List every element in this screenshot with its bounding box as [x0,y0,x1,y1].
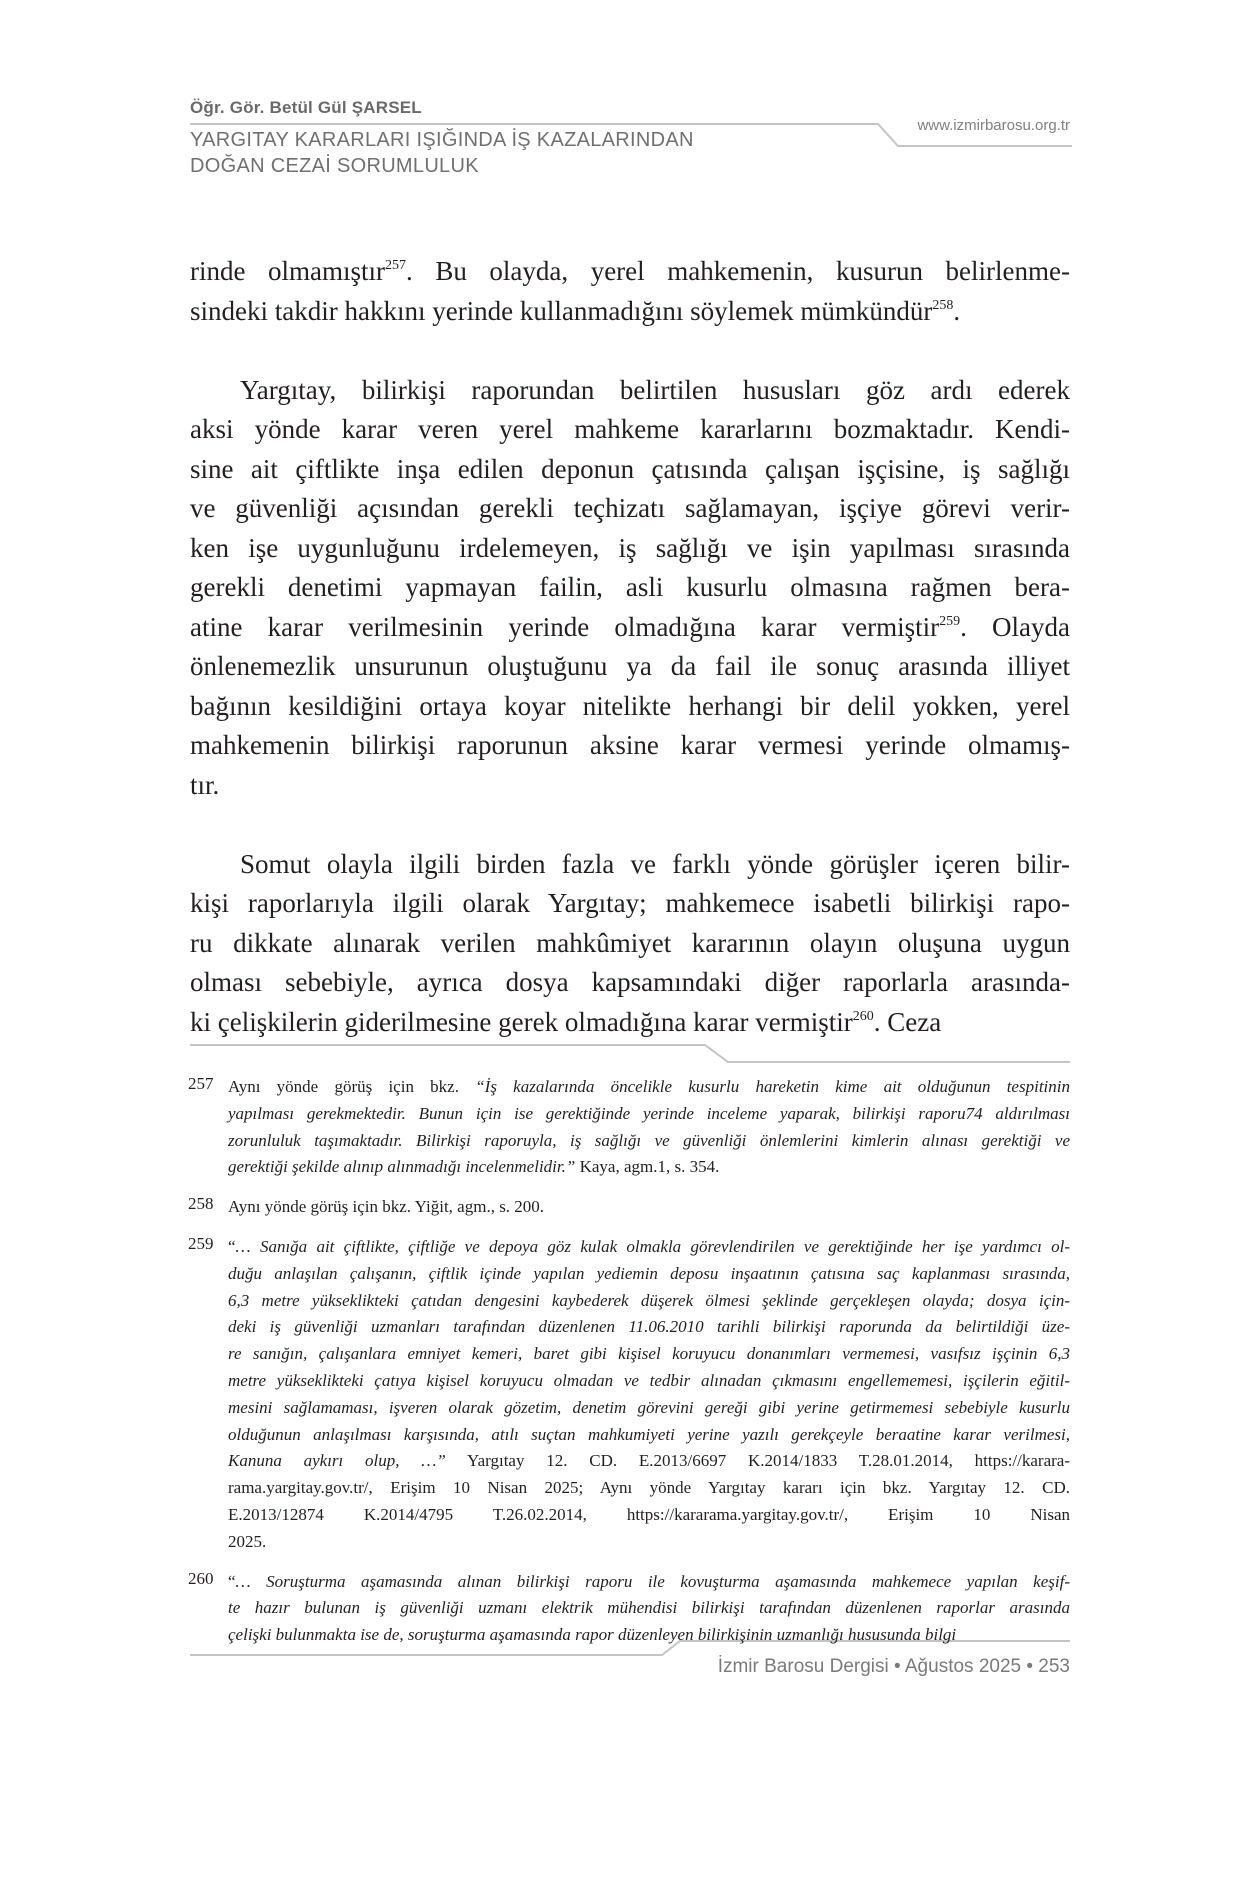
text-segment: Yargıtay 12. CD. E.2013/6697 K.2014/1833 T.28.01.2014, https://karara- [445,1451,1070,1471]
text-line [228,1395,1070,1422]
text-line [228,1595,1070,1622]
text-line [190,1003,1070,1043]
text-segment: aksi yönde karar veren yerel mahkeme kararlarını bozmaktadır. Kendi- [190,414,1070,444]
text-segment: tır. [190,769,220,800]
body-paragraph [190,252,1070,331]
text-segment: . Ceza [873,1006,942,1037]
text-segment: önlenemezlik unsurunun oluştuğunu ya da fail ile sonuç arasında illiyet [190,651,1070,681]
text-line [190,687,1070,727]
text-line [190,766,1070,806]
footnote-reference[interactable]: 260 [852,1008,874,1024]
body-paragraph [190,371,1070,806]
text-line [190,568,1070,608]
italic-text: re sanığın, çalışanlara emniyet kemeri, baret gibi kişisel koruyucu donanımları vermemesi, vasıfsız işçinin 6,3 [228,1344,1070,1364]
footnotes [188,1074,1070,1649]
text-line [228,1261,1070,1288]
footnote [188,1233,1070,1556]
italic-text: “İş kazalarında öncelikle kusurlu hareketin kime ait olduğunun tespitinin [475,1077,1070,1096]
text-segment: olması sebebiyle, ayrıca dosya kapsamındaki diğer raporlarla arasında- [190,967,1070,997]
page-footer: İzmir Barosu Dergisi • Ağustos 2025 • 253 [717,1656,1070,1677]
footnote-number: 260 [188,1568,214,1588]
italic-text: yapılması gerekmektedir. Bunun için ise gerektiğinde yerinde inceleme yaparak, bilirkişi raporu74 aldırılması [228,1103,1070,1123]
text-segment: ki çelişkilerin giderilmesine gerek olmadığına karar vermiştir [190,1006,853,1037]
italic-text: gerektiği şekilde alınıp alınmadığı incelenmelidir.” [228,1157,576,1177]
text-line [228,1128,1070,1155]
text-line [228,1529,1070,1556]
footnote [188,1194,1070,1221]
text-segment: Aynı yönde görüş için bkz. Yiğit, agm., s. 200. [228,1197,545,1217]
article-title-line: YARGITAY KARARLARI IŞIĞINDA İŞ KAZALARINDAN [190,129,694,151]
text-segment: ru dikkate alınarak verilen mahkûmiyet kararının olayın oluşuna uygun [190,927,1070,958]
text-line [228,1502,1070,1529]
text-line [190,845,1070,885]
text-line [228,1475,1070,1502]
text-segment: Aynı yönde görüş için bkz. [228,1077,476,1096]
text-segment: 2025. [228,1531,267,1551]
text-line [190,608,1070,648]
text-segment: . Bu olayda, yerel mahkemenin, kusurun belirlenme- [406,256,1070,286]
article-title-line: DOĞAN CEZAİ SORUMLULUK [190,155,479,177]
text-line [190,371,1070,411]
text-segment: Somut olayla ilgili birden fazla ve farklı yönde görüşler içeren bilir- [240,848,1070,879]
text-line [190,450,1070,490]
text-segment: ve güvenliği açısından gerekli teçhizatı sağlamayan, işçiye görevi verir- [190,493,1070,523]
text-line [228,1101,1070,1128]
text-segment: sindeki takdir hakkını yerinde kullanmadığını söylemek mümkündür [190,295,933,326]
text-line [190,529,1070,569]
text-segment: Yargıtay, bilirkişi raporundan belirtilen hususları göz ardı ederek [240,374,1070,405]
text-line [228,1288,1070,1315]
footnote-number: 258 [188,1194,214,1214]
body-text [190,252,1070,1042]
italic-text: metre yükseklikteki çatıya kişisel koruyucu olmadan ve tedbir alınadan çıkmasını engellememesi, işçilerin eğitil- [228,1370,1070,1390]
text-line [228,1074,1070,1101]
text-segment: kişi raporlarıyla ilgili olarak Yargıtay; mahkemece isabetli bilirkişi rapo- [190,888,1070,918]
footnote-separator-rule [190,1045,1070,1062]
text-line [190,252,1070,292]
text-segment: . [953,295,961,326]
website-link[interactable]: www.izmirbarosu.org.tr [917,117,1070,134]
text-line [190,924,1070,964]
italic-text: … Soruşturma aşamasında alınan bilirkişi raporu ile kovuşturma aşamasında mahkemece yapılan keşif- [235,1571,1070,1591]
footnote-reference[interactable]: 259 [939,613,961,629]
text-line [228,1341,1070,1368]
text-segment: rama.yargitay.gov.tr/, Erişim 10 Nisan 2025; Aynı yönde Yargıtay kararı için bkz. Yargıtay 12. CD. [228,1478,1070,1498]
text-line [228,1154,1070,1181]
text-segment: mahkemenin bilirkişi raporunun aksine karar vermesi yerinde olmamış- [190,730,1070,760]
text-line [190,489,1070,529]
text-line [228,1448,1070,1475]
text-line [228,1234,1070,1261]
italic-text: duğu anlaşılan çalışanın, çiftlik içinde yapılan yediemin deposu inşaatının çatısına saç kaplanması sırasında, [228,1263,1070,1283]
author-name: Öğr. Gör. Betül Gül ŞARSEL [190,98,422,117]
italic-text: çelişki bulunmakta ise de, soruşturma aşamasında rapor düzenleyen bilirkişinin uzmanlığı hususunda bilgi [228,1625,957,1645]
footnote [188,1074,1070,1181]
text-line [228,1194,1070,1221]
italic-text: 6,3 metre yükseklikteki çatıdan dengesini kaybederek düşerek ölmesi şeklinde gerçekleşen olayda; dosya için- [228,1290,1070,1310]
text-segment: sine ait çiftlikte inşa edilen deponun çatısında çalışan işçisine, iş sağlığı [190,453,1070,484]
text-line [228,1314,1070,1341]
italic-text: zorunluluk taşımaktadır. Bilirkişi raporuyla, iş sağlığı ve güvenliği önlemlerini kimlerin alınası gerektiği ve [228,1130,1070,1150]
text-segment: Kaya, agm.1, s. 354. [575,1157,720,1177]
text-segment: atine karar verilmesinin yerinde olmadığına karar vermiştir [190,611,940,642]
text-segment: “ [228,1236,236,1256]
text-line [190,647,1070,687]
article-title [190,127,694,179]
footnote-reference[interactable]: 258 [932,297,954,313]
italic-text: mesini sağlamaması, işveren olarak gözetim, denetim görevini gereği gibi yerine getirmemesi sebebiyle kusurlu [228,1397,1070,1417]
text-line [228,1622,1070,1649]
text-line [228,1569,1070,1596]
footnote-number: 257 [188,1074,214,1093]
text-segment: E.2013/12874 K.2014/4795 T.26.02.2014, https://kararama.yargitay.gov.tr/, Erişim 10 Nisan [228,1504,1070,1524]
text-segment: ken işe uygunluğunu irdelemeyen, iş sağlığı ve işin yapılması sırasında [190,532,1070,563]
text-segment: “ [228,1571,236,1591]
text-segment: rinde olmamıştır [190,256,386,286]
text-line [228,1368,1070,1395]
footnote [188,1568,1070,1649]
text-segment: bağının kesildiğini ortaya koyar nitelikte herhangi bir delil yokken, yerel [190,690,1070,721]
text-line [190,726,1070,766]
italic-text: olduğunun anlaşılması karşısında, atılı suçtan mahkumiyeti yerine yazılı gerekçeyle beraatine karar verilmesi, [228,1424,1070,1444]
text-line [228,1422,1070,1449]
footnote-reference[interactable]: 257 [385,258,407,273]
footnote-number: 259 [188,1233,214,1253]
italic-text: te hazır bulunan iş güvenliği uzmanı elektrik mühendisi bilirkişi tarafından düzenlenen raporlar arasında [228,1598,1070,1618]
text-line [190,963,1070,1003]
italic-text: … Sanığa ait çiftlikte, çiftliğe ve depoya göz kulak olmakla görevlendirilen ve gerektiğinde her işe yardımcı ol- [235,1236,1070,1256]
italic-text: Kanuna aykırı olup, …” [228,1451,446,1471]
text-line [190,884,1070,924]
text-segment: gerekli denetimi yapmayan failin, asli kusurlu olmasına rağmen bera- [190,572,1070,602]
text-segment: . Olayda [960,611,1071,642]
body-paragraph [190,845,1070,1043]
text-line [190,410,1070,450]
italic-text: deki iş güvenliği uzmanları tarafından düzenlenen 11.06.2010 tarihli bilirkişi raporunda da belirtildiği üze- [228,1317,1070,1337]
text-line [190,292,1070,332]
